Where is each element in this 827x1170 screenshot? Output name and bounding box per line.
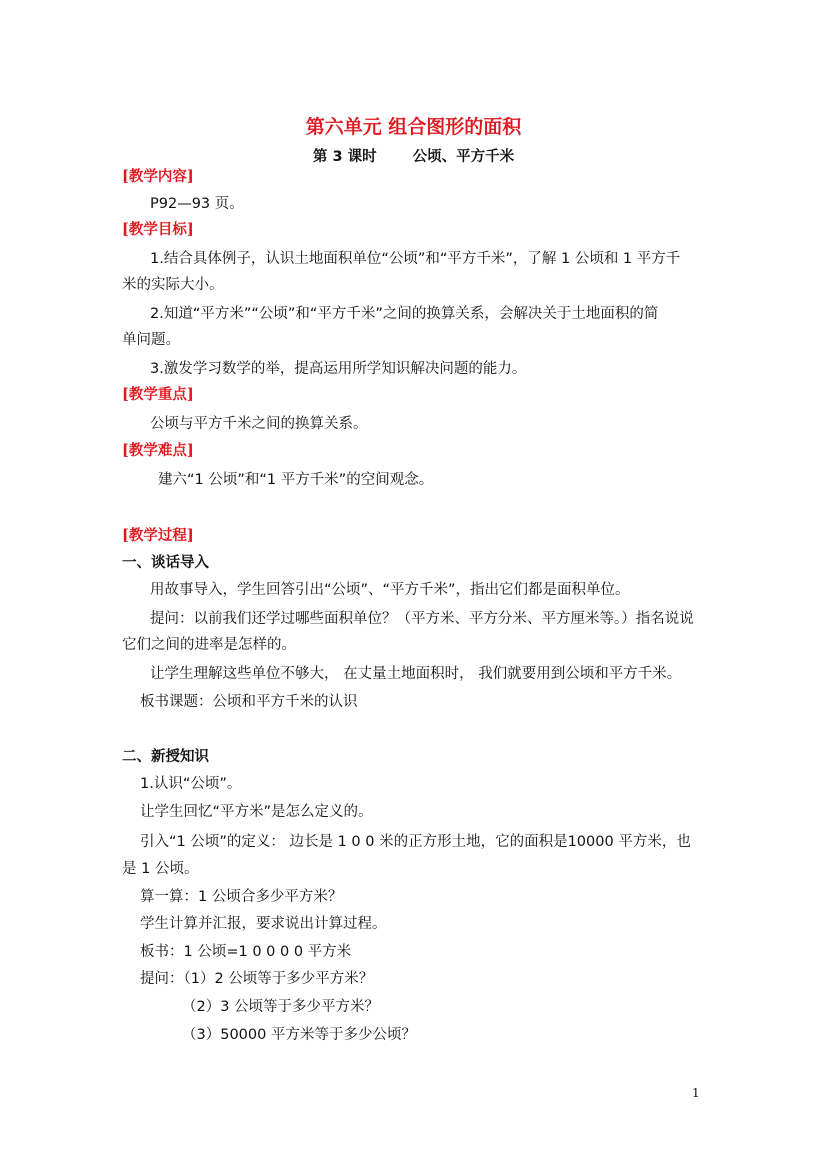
lesson-number: 第 3 课时	[312, 149, 377, 165]
paragraph-text: 让学生理解这些单位不够大， 在丈量土地面积时， 我们就要用到公顷和平方千米。	[150, 666, 682, 682]
goal-2-line-2: 单问题。	[122, 332, 180, 348]
paragraph-text: 用故事导入，学生回答引出“公顷”、“平方千米”，指出它们都是面积单位。	[150, 582, 630, 598]
section-difficulty-heading: [教学难点]	[122, 442, 194, 459]
difficulty-text: 建六“1 公顷”和“1 平方千米”的空间观念。	[158, 472, 434, 488]
goal-3-line: 3.激发学习数学的举，提高运用所学知识解决问题的能力。	[150, 361, 527, 377]
paragraph-text: 算一算：1 公顷合多少平方米？	[140, 889, 343, 905]
section-key-heading: [教学重点]	[122, 386, 194, 403]
paragraph-text: 1.认识“公顷”。	[140, 776, 242, 792]
page-number: 1	[692, 1086, 700, 1100]
step-2-heading: 二、新授知识	[122, 749, 209, 765]
paragraph-text: 学生计算并汇报，要求说出计算过程。	[140, 916, 387, 932]
paragraph-text: 让学生回忆“平方米”是怎么定义的。	[140, 804, 373, 820]
paragraph-text: （2）3 公顷等于多少平方米？	[182, 999, 380, 1015]
lesson-subtitle	[0, 145, 827, 166]
step-1-heading: 一、谈话导入	[122, 555, 209, 571]
paragraph-text: 它们之间的进率是怎样的。	[122, 637, 296, 653]
paragraph-text: 提问：（1）2 公顷等于多少平方米？	[140, 971, 374, 987]
goal-1-line-1: 1.结合具体例子，认识土地面积单位“公顷”和“平方千米”，了解 1 公顷和 1 平方千	[150, 251, 681, 267]
section-content-heading: [教学内容]	[122, 168, 194, 185]
paragraph-text: 板书：1 公顷=1 0 0 0 0 平方米	[140, 944, 352, 960]
paragraph-text: 板书课题：公顷和平方千米的认识	[140, 694, 358, 710]
paragraph-text: 提问：以前我们还学过哪些面积单位？（平方米、平方分米、平方厘米等。）指名说说	[150, 611, 694, 627]
page-title: 第六单元 组合图形的面积	[305, 116, 522, 138]
paragraph-text: 是 1 公顷。	[122, 861, 199, 877]
goal-2-line-1: 2.知道“平方米”“公顷”和“平方千米”之间的换算关系，会解决关于土地面积的简	[150, 306, 659, 322]
paragraph-text: （3）50000 平方米等于多少公顷？	[182, 1027, 416, 1043]
key-text: 公顷与平方千米之间的换算关系。	[150, 416, 368, 432]
paragraph-text: 引入“1 公顷”的定义： 边长是 1 0 0 米的正方形土地，它的面积是10000 平方米，也	[140, 834, 691, 850]
section-process-heading: [教学过程]	[122, 527, 194, 544]
content-text: P92—93 页。	[150, 196, 244, 212]
lesson-topic: 公顷、平方千米	[412, 149, 515, 165]
section-goals-heading: [教学目标]	[122, 221, 194, 238]
goal-1-line-2: 米的实际大小。	[122, 277, 224, 293]
